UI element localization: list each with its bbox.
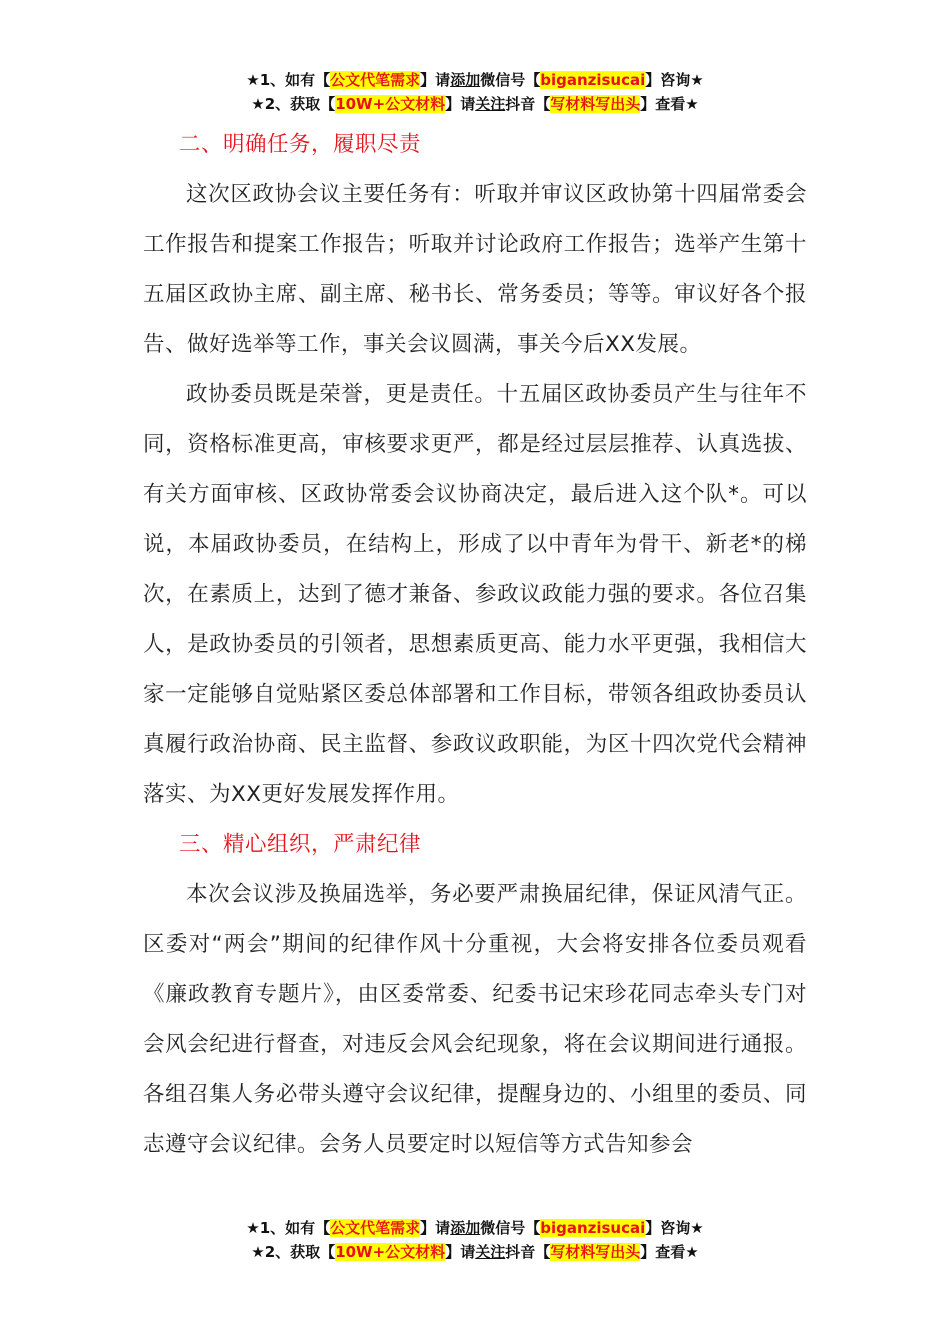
banner-underlined: 关注 — [475, 95, 506, 113]
banner-line-1 — [0, 68, 950, 92]
paragraph-tasks: 这次区政协会议主要任务有：听取并审议区政协第十四届常委会工作报告和提案工作报告；听取并讨论政府工作报告；选举产生第十五届区政协主席、副主席、秘书长、常务委员；等等。审议好各个报告、做好选举等工作，事关会议圆满，事关今后XX发展。 — [143, 182, 807, 357]
banner-line-1 — [0, 1216, 950, 1240]
banner-text: 】查看★ — [640, 95, 699, 113]
banner-underlined: 添加 — [450, 71, 481, 89]
banner-text: 】咨询★ — [645, 71, 704, 89]
banner-text: 微信号【 — [480, 71, 541, 89]
banner-highlight: 写材料写出头 — [550, 1243, 641, 1261]
bottom-banner — [0, 1216, 950, 1264]
banner-text: ★1、如有【 — [246, 71, 331, 89]
banner-text: 】请 — [445, 95, 476, 113]
banner-highlight: 写材料写出头 — [550, 95, 641, 113]
banner-underlined: 关注 — [475, 1243, 506, 1261]
top-banner — [0, 68, 950, 116]
paragraph-honor: 政协委员既是荣誉，更是责任。十五届区政协委员产生与往年不同，资格标准更高，审核要求更严，都是经过层层推荐、认真选拔、有关方面审核、区政协常委会议协商决定，最后进入这个队*。可以说，本届政协委员，在结构上，形成了以中青年为骨干、新老*的梯次，在素质上，达到了德才兼备、参政议政能力强的要求。各位召集人，是政协委员的引领者，思想素质更高、能力水平更强，我相信大家一定能够自觉贴紧区委总体部署和工作目标，带领各组政协委员认真履行政治协商、民主监督、参政议政职能，为区十四次党代会精神落实、为XX更好发展发挥作用。 — [143, 382, 807, 807]
banner-text: 】咨询★ — [645, 1219, 704, 1237]
paragraph-discipline: 本次会议涉及换届选举，务必要严肃换届纪律，保证风清气正。区委对“两会”期间的纪律作风十分重视，大会将安排各位委员观看《廉政教育专题片》，由区委常委、纪委书记宋珍花同志牵头专门对会风会纪进行督查，对违反会风会纪现象，将在会议期间进行通报。各组召集人务必带头遵守会议纪律，提醒身边的、小组里的委员、同志遵守会议纪律。会务人员要定时以短信等方式告知参会 — [143, 882, 807, 1157]
banner-text: 微信号【 — [480, 1219, 541, 1237]
banner-line-2 — [0, 1240, 950, 1264]
section-heading-3: 三、精心组织，严肃纪律 — [179, 832, 422, 857]
banner-text: 抖音【 — [505, 1243, 551, 1261]
banner-text: ★2、获取【 — [251, 1243, 336, 1261]
banner-highlight: 公文代笔需求 — [330, 1219, 421, 1237]
section-heading-2: 二、明确任务，履职尽责 — [179, 132, 422, 157]
banner-text: 】请 — [420, 71, 451, 89]
banner-text: 】请 — [420, 1219, 451, 1237]
banner-highlight: biganzisucai — [540, 71, 646, 89]
banner-text: 】请 — [445, 1243, 476, 1261]
banner-line-2 — [0, 92, 950, 116]
banner-highlight: 10W+公文材料 — [335, 95, 446, 113]
banner-text: 】查看★ — [640, 1243, 699, 1261]
banner-text: ★2、获取【 — [251, 95, 336, 113]
document-body — [143, 120, 807, 1170]
banner-highlight: biganzisucai — [540, 1219, 646, 1237]
banner-text: 抖音【 — [505, 95, 551, 113]
banner-text: ★1、如有【 — [246, 1219, 331, 1237]
banner-highlight: 10W+公文材料 — [335, 1243, 446, 1261]
banner-underlined: 添加 — [450, 1219, 481, 1237]
banner-highlight: 公文代笔需求 — [330, 71, 421, 89]
